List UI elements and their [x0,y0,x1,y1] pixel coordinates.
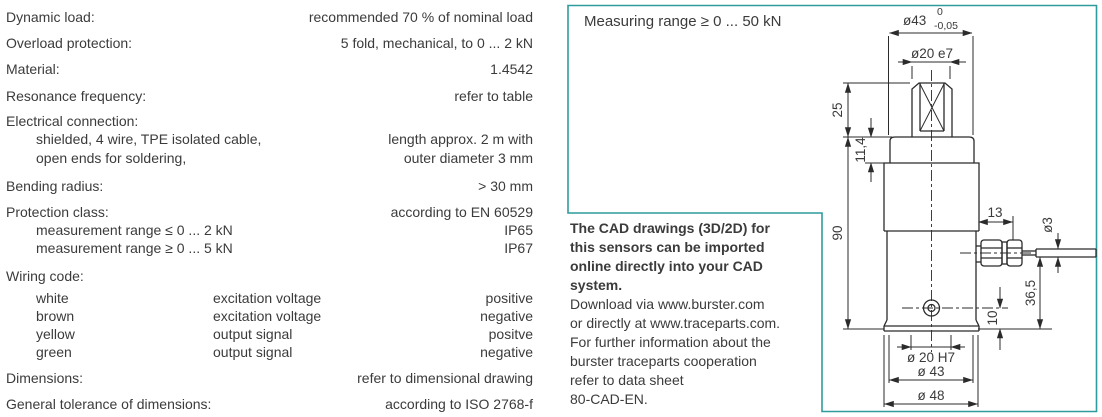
dim-collar-height: 11,4 [853,137,868,163]
cad-note-line: refer to data sheet [570,372,684,388]
dim-stud-diameter: ø20 e7 [910,46,954,61]
cad-note-line: Download via www.burster.com [570,296,765,312]
cad-note-line: or directly at www.traceparts.com. [570,315,781,331]
spec-label: Bending radius: [6,178,104,194]
cad-note-line: this sensors can be imported [570,239,765,255]
cable [1022,249,1096,257]
spec-label: shielded, 4 wire, TPE isolated cable, [36,131,262,147]
wire-polarity: positve [488,326,533,342]
spec-label: Dynamic load: [6,9,95,25]
wire-polarity: negative [480,344,533,360]
dim-body-height: 90 [830,225,845,241]
dim-top-tol-upper: 0 [937,6,943,18]
spec-value: 5 fold, mechanical, to 0 ... 2 kN [340,35,533,51]
dim-base-diameter: ø 48 [917,388,945,403]
spec-label: measurement range ≥ 0 ... 5 kN [36,240,233,256]
panel-border [568,6,1097,412]
wire-polarity: positive [485,290,533,306]
dim-cable-diameter: ø3 [1040,217,1055,233]
spec-label: Wiring code: [6,268,84,284]
dimension-lines [848,33,1058,404]
cad-note-line: system. [570,277,623,293]
cad-note-line: For further information about the [570,334,771,350]
wire-color: white [36,290,69,306]
cad-note-line: online directly into your CAD [570,258,763,274]
wire-color: brown [36,308,75,324]
dim-mid-diameter: ø 43 [917,364,945,379]
spec-value: > 30 mm [478,178,533,194]
centerline [902,70,1032,352]
spec-label: Electrical connection: [6,113,139,129]
threaded-stud [912,83,952,137]
wire-function: excitation voltage [213,290,322,306]
spec-value: length approx. 2 m with [388,131,533,147]
dim-bore-diameter: ø 20 H7 [906,350,956,365]
wire-function: output signal [213,344,293,360]
spec-label: measurement range ≤ 0 ... 2 kN [36,222,233,238]
wire-polarity: negative [480,308,533,324]
spec-value: recommended 70 % of nominal load [308,9,533,25]
cad-note-line: burster traceparts cooperation [570,353,757,369]
spec-label: Protection class: [6,204,109,220]
dim-gland-length: 13 [987,205,1003,220]
spec-value: IP67 [504,240,533,256]
cad-note-line: 80-CAD-EN. [570,391,648,407]
dim-top-tol-lower: -0,05 [934,20,958,32]
wire-function: output signal [213,326,293,342]
wire-function: excitation voltage [213,308,322,324]
spec-value: outer diameter 3 mm [403,150,533,166]
measuring-range-label: Measuring range ≥ 0 ... 50 kN [584,13,782,30]
spec-value: according to ISO 2768-f [385,396,533,412]
spec-label: Overload protection: [6,35,133,51]
wire-color: yellow [36,326,75,342]
dim-cable-height: 36,5 [1023,279,1038,307]
spec-label: Material: [6,61,60,77]
spec-label: Dimensions: [6,370,84,386]
dim-stud-height: 25 [830,102,845,118]
dim-hole-offset: 10 [985,310,1000,326]
wire-color: green [36,344,72,360]
spec-value: IP65 [504,222,533,238]
dim-top-diameter: ø43 [903,13,927,28]
spec-value: according to EN 60529 [390,204,533,220]
spec-value: refer to table [454,88,533,104]
spec-label: open ends for soldering, [36,150,187,166]
spec-label: General tolerance of dimensions: [6,396,212,412]
spec-label: Resonance frequency: [6,88,147,104]
spec-value: 1.4542 [490,61,533,77]
cad-note-line: The CAD drawings (3D/2D) for [570,220,770,236]
spec-value: refer to dimensional drawing [357,370,533,386]
collar [890,137,974,163]
